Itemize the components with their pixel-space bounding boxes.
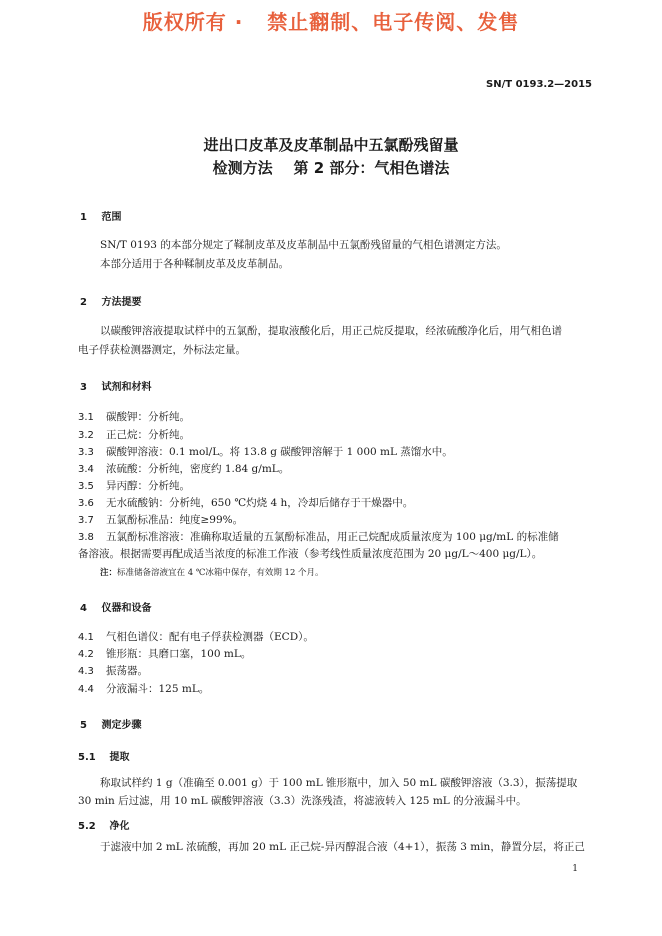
list-item: [78, 430, 190, 441]
item-text: 五氯酚标准品：纯度≥99%。: [106, 514, 244, 526]
subsection-5-1-heading: [78, 748, 129, 763]
note-text: 标准储备溶液宜在 4 ℃冰箱中保存，有效期 12 个月。: [117, 568, 324, 578]
item-number: 3.2: [78, 430, 94, 441]
document-title-line1: 进出口皮革及皮革制品中五氯酚残留量: [203, 136, 459, 154]
subsection-number: 5.1: [78, 752, 96, 763]
paragraph: 本部分适用于各种鞣制皮革及皮革制品。: [100, 258, 289, 270]
subsection-5-2-heading: [78, 817, 129, 832]
item-number: 3.1: [78, 412, 94, 423]
section-5-heading: [80, 716, 141, 731]
paragraph: 称取试样约 1 g（准确至 0.001 g）于 100 mL 锥形瓶中，加入 50 mL 碳酸钾溶液（3.3），振荡提取: [100, 777, 578, 789]
section-4-heading: [80, 599, 151, 614]
section-number: 4: [80, 603, 87, 614]
page-number: 1: [572, 864, 578, 874]
item-number: 4.1: [78, 632, 94, 643]
item-text: 正己烷：分析纯。: [106, 429, 190, 441]
list-item: [78, 481, 190, 492]
paragraph-continuation: 30 min 后过滤，用 10 mL 碳酸钾溶液（3.3）洗涤残渣，将滤液转入 125 mL 的分液漏斗中。: [78, 795, 527, 807]
item-text: 五氯酚标准溶液：准确称取适量的五氯酚标准品，用正己烷配成质量浓度为 100 μg/mL 的标准储: [106, 531, 559, 543]
list-item: [78, 515, 243, 526]
item-number: 3.5: [78, 481, 94, 492]
item-text: 浓硫酸：分析纯，密度约 1.84 g/mL。: [106, 463, 290, 475]
section-title: 仪器和设备: [101, 603, 152, 614]
subsection-number: 5.2: [78, 821, 96, 832]
item-text: 碳酸钾：分析纯。: [106, 411, 190, 423]
paragraph: 以碳酸钾溶液提取试样中的五氯酚，提取液酸化后，用正己烷反提取，经浓硫酸净化后，用气相色谱: [100, 325, 562, 337]
item-number: 4.3: [78, 666, 94, 677]
item-text: 无水硫酸钠：分析纯，650 ℃灼烧 4 h，冷却后储存于干燥器中。: [106, 497, 414, 509]
section-title: 方法提要: [101, 297, 142, 308]
paragraph-continuation: 电子俘获检测器测定，外标法定量。: [78, 344, 246, 356]
list-item: [78, 632, 314, 643]
list-item: [78, 666, 148, 677]
section-title: 试剂和材料: [101, 382, 152, 393]
item-text: 碳酸钾溶液：0.1 mol/L。将 13.8 g 碳酸钾溶解于 1 000 mL 蒸馏水中。: [106, 446, 453, 458]
item-text: 分液漏斗：125 mL。: [106, 683, 210, 695]
document-title-line2: 检测方法 第 2 部分：气相色谱法: [212, 159, 450, 177]
subsection-title: 净化: [109, 821, 130, 832]
item-number: 4.2: [78, 649, 94, 660]
list-item: [78, 649, 251, 660]
section-title: 测定步骤: [101, 720, 142, 731]
section-number: 5: [80, 720, 87, 731]
list-item: [78, 464, 289, 475]
item-number: 3.7: [78, 515, 94, 526]
section-2-heading: [80, 293, 141, 308]
list-item: [78, 498, 413, 509]
list-item: [78, 412, 190, 423]
item-text: 异丙醇：分析纯。: [106, 480, 190, 492]
paragraph: SN/T 0193 的本部分规定了鞣制皮革及皮革制品中五氯酚残留量的气相色谱测定方法。: [100, 239, 507, 251]
note-label: 注：: [100, 568, 118, 578]
subsection-title: 提取: [109, 752, 130, 763]
item-number: 3.6: [78, 498, 94, 509]
paragraph: 于滤液中加 2 mL 浓硫酸，再加 20 mL 正己烷-异丙醇混合液（4+1），振荡 3 min，静置分层，将正己: [100, 841, 585, 853]
note: [100, 566, 324, 578]
section-number: 2: [80, 297, 87, 308]
list-item: [78, 684, 209, 695]
section-1-heading: [80, 208, 121, 223]
item-text: 气相色谱仪：配有电子俘获检测器（ECD）。: [106, 631, 314, 643]
item-number: 3.4: [78, 464, 94, 475]
copyright-banner: 版权所有 · 禁止翻制、电子传阅、发售: [142, 10, 520, 34]
section-title: 范围: [101, 212, 122, 223]
section-3-heading: [80, 378, 151, 393]
item-text: 锥形瓶：具磨口塞，100 mL。: [106, 648, 252, 660]
item-text: 振荡器。: [106, 665, 148, 677]
item-number: 4.4: [78, 684, 94, 695]
list-item: [78, 532, 559, 543]
section-number: 1: [80, 212, 87, 223]
section-number: 3: [80, 382, 87, 393]
standard-number: SN/T 0193.2—2015: [486, 79, 592, 90]
item-number: 3.3: [78, 447, 94, 458]
item-number: 3.8: [78, 532, 94, 543]
list-item-continuation: 备溶液。根据需要再配成适当浓度的标准工作液（参考线性质量浓度范围为 20 μg/L～400 μg/L）。: [78, 548, 543, 560]
list-item: [78, 447, 453, 458]
